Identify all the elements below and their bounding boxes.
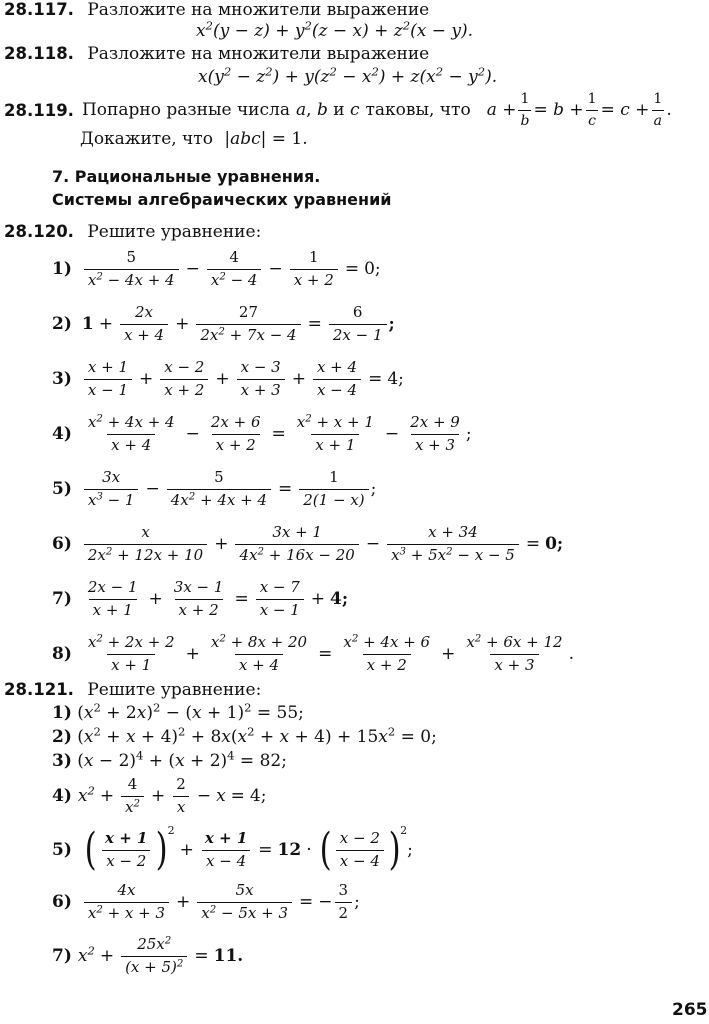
problem-text: Решите уравнение:	[87, 222, 262, 242]
problem-28-117	[4, 0, 429, 20]
equation-120-7: 7) $\frac{2x - 1}{x + 1}$ + $\frac{3x - 1}{x + 2}$ = $\frac{x - 7}{x - 1}$ + 4;	[52, 578, 349, 619]
equation-121-5: 5) ( $\frac{x + 1}{x - 2}$ ) 2 + $\frac{x + 1}{x - 4}$ = 12 · ( $\frac{x - 2}{x - 4}$ ) 2 ;	[52, 824, 413, 875]
equation-120-6: 6) $\frac{x}{2x^2 + 12x + 10}$ + $\frac{3x + 1}{4x^2 + 16x - 20}$ − $\frac{x + 34}{x^3 + 5x^2 - x - 5}$ = 0;	[52, 523, 564, 564]
problem-28-118	[4, 44, 429, 64]
problem-28-121	[4, 680, 261, 700]
equation-120-3: 3) $\frac{x + 1}{x - 1}$ + $\frac{x - 2}{x + 2}$ + $\frac{x - 3}{x + 3}$ + $\frac{x + 4}{x - 4}$ = 4;	[52, 358, 404, 399]
section-title-line2: Системы алгебраических уравнений	[52, 190, 392, 209]
problem-text: Разложите на множители выражение	[87, 44, 430, 64]
problem-number: 28.120.	[4, 222, 74, 241]
equation-121-4: 4) $x^2$ + $\frac{4}{x^2}$ + $\frac{2}{x}$ − x = 4;	[52, 775, 267, 816]
problem-28-119-line2: Докажите, что |abc| = 1.	[80, 129, 308, 149]
problem-text-2: таковы, что	[365, 100, 471, 120]
expression-28-118: $x(y^2 - z^2) + y(z^2 - x^2) + z(x^2 - y^2)$.	[198, 64, 498, 87]
equation-120-5: 5) $\frac{3x}{x^3 - 1}$ − $\frac{5}{4x^2 + 4x + 4}$ = $\frac{1}{2(1 - x)}$ ;	[52, 468, 377, 509]
problem-number: 28.121.	[4, 680, 74, 699]
equation-121-1: 1) $(x^2 + 2x)^2 - (x + 1)^2 = 55$;	[52, 700, 304, 723]
problem-text: Разложите на множители выражение	[87, 0, 430, 20]
section-title-line1: 7. Рациональные уравнения.	[52, 167, 321, 186]
equation-121-6: 6) $\frac{4x}{x^2 + x + 3}$ + $\frac{5x}{x^2 - 5x + 3}$ = − $\frac{3}{2}$ ;	[52, 881, 360, 922]
problem-number: 28.117.	[4, 0, 74, 19]
equation-120-4: 4) $\frac{x^2 + 4x + 4}{x + 4}$ − $\frac{2x + 6}{x + 2}$ = $\frac{x^2 + x + 1}{x + 1}$ − $\frac{2x + 9}{x + 3}$ ;	[52, 413, 472, 454]
expression-28-117: $x^2(y - z) + y^2(z - x) + z^2(x - y)$.	[196, 18, 474, 41]
problem-number: 28.119.	[4, 100, 74, 120]
problem-text: Попарно разные числа	[81, 100, 290, 120]
equation-120-2: 2) 1 + $\frac{2x}{x + 4}$ + $\frac{27}{2x^2 + 7x - 4}$ = $\frac{6}{2x - 1}$ ;	[52, 303, 395, 344]
problem-text: Докажите, что	[80, 129, 213, 149]
equation-121-2: 2) $(x^2 + x + 4)^2 + 8x(x^2 + x + 4) + 15x^2 = 0$;	[52, 724, 437, 747]
problem-28-119: 28.119. Попарно разные числа a, b и c таковы, что a + $\frac{1}{b}$ = b + $\frac{1}{c}$ = c + $\frac{1}{a}$ .	[4, 91, 672, 129]
equation-120-8: 8) $\frac{x^2 + 2x + 2}{x + 1}$ + $\frac{x^2 + 8x + 20}{x + 4}$ = $\frac{x^2 + 4x + 6}{x + 2}$ + $\frac{x^2 + 6x + 12}{x + 3}$ .	[52, 633, 574, 674]
page-number: 265	[672, 1000, 708, 1020]
problem-number: 28.118.	[4, 44, 74, 63]
equation-120-1: 1) $\frac{5}{x^2 - 4x + 4}$ − $\frac{4}{x^2 - 4}$ − $\frac{1}{x + 2}$ = 0;	[52, 248, 381, 289]
problem-28-120	[4, 222, 261, 242]
problem-text: Решите уравнение:	[87, 680, 262, 700]
equation-121-3: 3) $(x - 2)^4 + (x + 2)^4 = 82$;	[52, 748, 287, 771]
equation-121-7: 7) $x^2$ + $\frac{25x^2}{(x + 5)^2}$ = 11.	[52, 935, 244, 976]
